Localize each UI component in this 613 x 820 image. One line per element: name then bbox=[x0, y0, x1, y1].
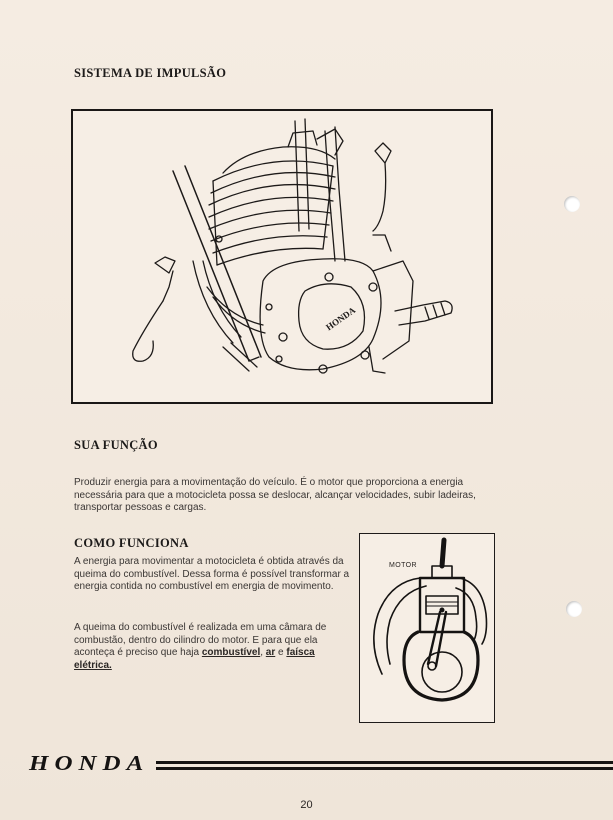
funciona-paragraph-2 bbox=[74, 622, 354, 672]
motor-diagram bbox=[360, 534, 493, 721]
diagram-label-motor: MOTOR bbox=[389, 562, 417, 569]
funcao-paragraph: Produzir energia para a movimentação do veículo. É o motor que proporciona a energia necessária para que a motocicleta possa se deslocar, alcançar velocidades, subir ladeiras, transportar pessoas e cargas. bbox=[74, 477, 476, 514]
motor-diagram-frame bbox=[359, 533, 495, 723]
footer-band bbox=[26, 752, 613, 776]
funciona-paragraph-1: A energia para movimentar a motocicleta é obtida através da queima do combustível. Dessa forma é possível transformar a energia contida no combustível em energia de movimento. bbox=[74, 556, 350, 593]
binder-hole-top bbox=[564, 196, 580, 212]
term-spark: faísca elétrica. bbox=[74, 647, 315, 671]
term-separator: , bbox=[260, 647, 266, 659]
section-title-funciona: COMO FUNCIONA bbox=[74, 536, 189, 550]
term-and: e bbox=[275, 647, 287, 659]
engine-illustration-frame bbox=[71, 109, 493, 404]
section-title-sistema: SISTEMA DE IMPULSÃO bbox=[74, 66, 227, 80]
engine-illustration bbox=[73, 111, 491, 402]
term-air: ar bbox=[265, 647, 276, 659]
engine-cover-logo: HONDA bbox=[324, 305, 358, 333]
term-fuel: combustível bbox=[201, 647, 261, 659]
binder-hole-bottom bbox=[566, 601, 582, 617]
page-number: 20 bbox=[300, 799, 313, 811]
honda-logo: HONDA bbox=[29, 752, 150, 775]
section-title-funcao: SUA FUNÇÃO bbox=[74, 438, 158, 452]
funciona-paragraph-2-text: A queima do combustível é realizada em uma câmara de combustão, dentro do cilindro do motor. E para que ela aconteça é preciso que haja bbox=[74, 622, 327, 659]
